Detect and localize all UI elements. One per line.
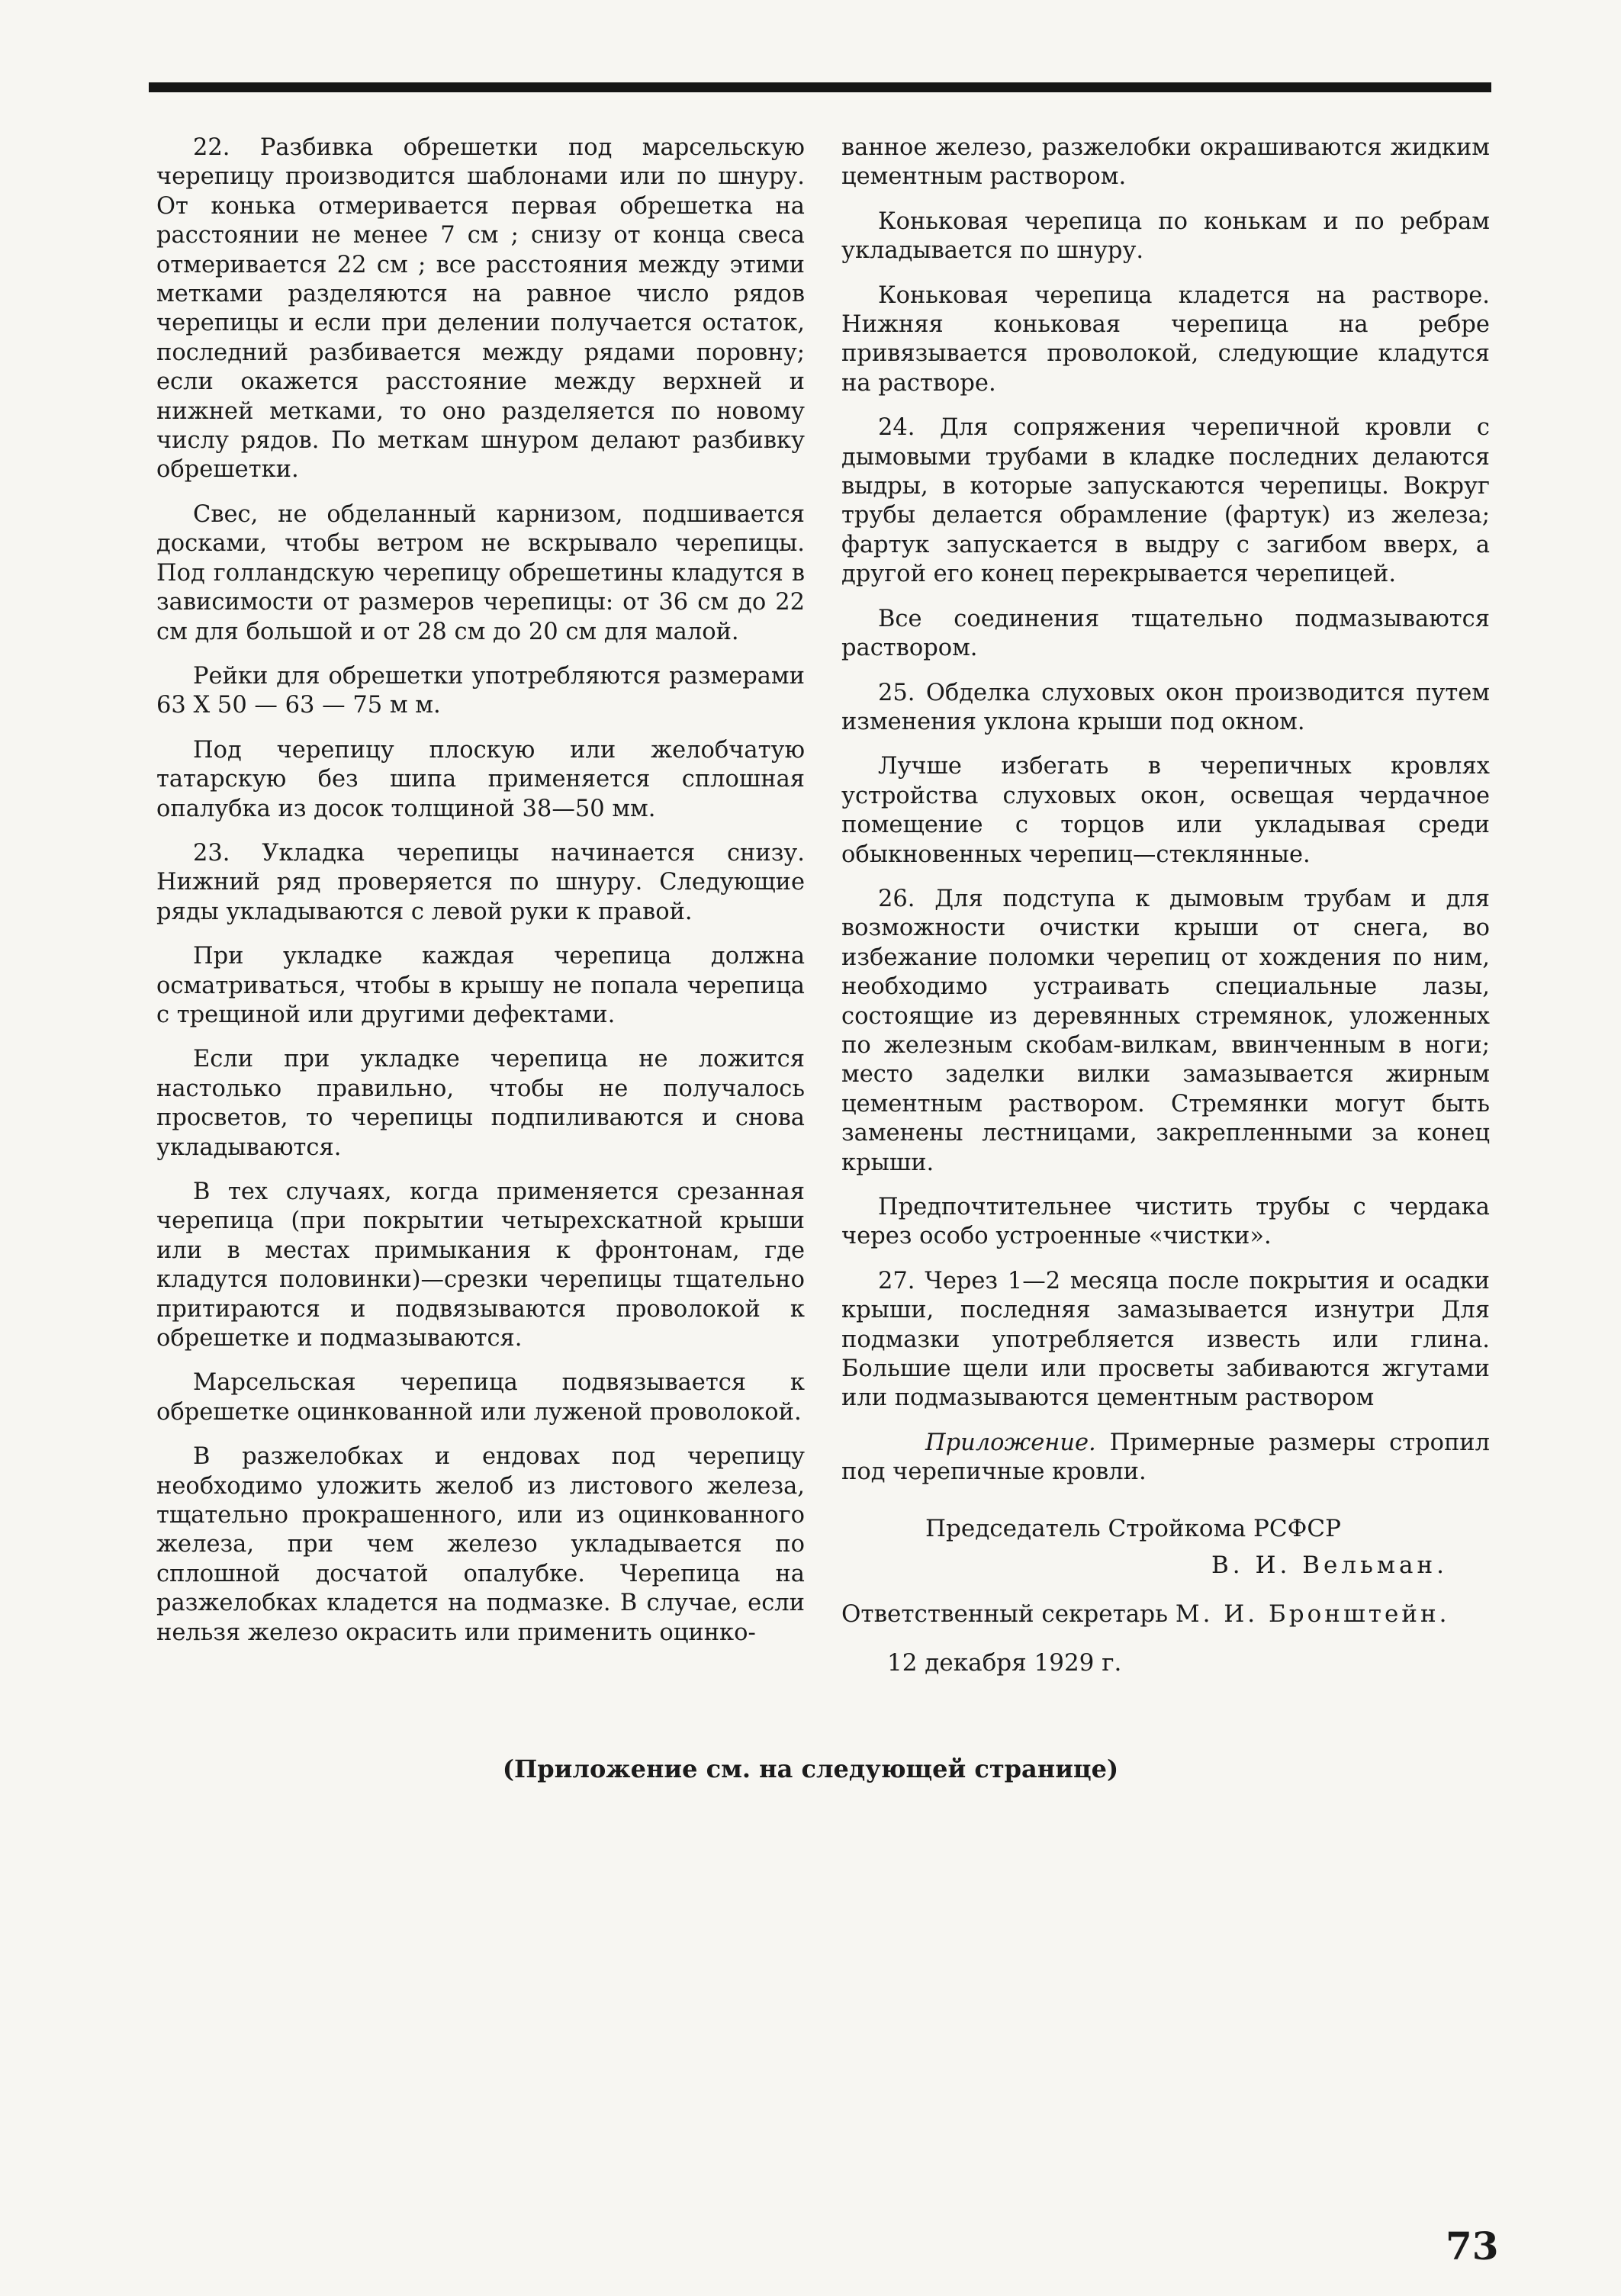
paragraph-laths: Рейки для обрешетки употребляются размерами 63 X 50 — 63 — 75 м м. — [156, 662, 805, 719]
attachment-label: Приложение. — [925, 1429, 1096, 1456]
secretary-title: Ответственный секретарь — [841, 1600, 1168, 1628]
top-rule — [149, 82, 1491, 92]
paragraph-chimney-cleaning: Предпочтительнее чистить трубы с чердака через особо устроенные «чистки». — [841, 1194, 1490, 1250]
paragraph-marseille-tie: Марсельская черепица подвязывается к обрешетке оцинкованной или луженой проволокой. — [156, 1369, 805, 1426]
paragraph-dormers: Лучше избегать в черепичных кровлях устройства слуховых окон, освещая чердачное помещение с торцов или укладывая среди обыкновенных черепиц—стеклянные. — [841, 753, 1490, 868]
continuation-note: (Приложение см. на следующей странице) — [502, 1754, 1119, 1783]
right-column — [841, 133, 1490, 1678]
page-number: 73 — [1446, 2224, 1499, 2269]
paragraph-26: 26. Для подступа к дымовым трубам и для возможности очистки крыши от снега, во избежание поломки черепиц от хождения по ним, необходимо устраивать специальные лазы, состоящие из деревянных стремянок, уложенных по железным скобам-вилкам, ввинченным в ноги; место заделки вилки замазывается жирным цементным раствором. Стремянки могут быть заменены лестницами, закрепленными за конец крыши. — [841, 885, 1490, 1176]
paragraph-valleys-cont: ванное железо, разжелобки окрашиваются жидким цементным раствором. — [841, 134, 1490, 191]
paragraph-27: 27. Через 1—2 месяца после покрытия и осадки крыши, последняя замазывается изнутри Для подмазки употребляется известь или глина. Большие щели или просветы забиваются жгутами или подмазываются цементным раствором — [841, 1267, 1490, 1412]
signature-block — [841, 1513, 1490, 1678]
attachment-text: Примерные размеры стропил под черепичные кровли. — [841, 1429, 1490, 1486]
secretary-line — [841, 1599, 1490, 1629]
paragraph-ridge-mortar: Коньковая черепица кладется на растворе. Нижняя коньковая черепица на ребре привязывается проволокой, следующие кладутся на растворе. — [841, 281, 1490, 397]
paragraph-inspection: При укладке каждая черепица должна осматриваться, чтобы в крышу не попала черепица с трещиной или другими дефектами. — [156, 943, 805, 1028]
chair-name: В. И. Вельман. — [1211, 1551, 1449, 1579]
signature-date: 12 декабря 1929 г. — [887, 1648, 1122, 1677]
paragraph-cut-tiles: В тех случаях, когда применяется срезанная черепица (при покрытии четырехскатной крыши или в местах примыкания к фронтонам, где кладутся половинки)—срезки черепицы тщательно притираются и подвязываются проволокой к обрешетке и подмазываются. — [156, 1179, 805, 1352]
paragraph-22: 22. Разбивка обрешетки под марсельскую черепицу производится шаблонами или по шнуру. От конька отмеривается первая обрешетка на расстоянии не менее 7 см ; снизу от конца свеса отмеривается 22 см ; все расстояния между этими метками разделяются на равное число рядов черепицы и если при делении получается остаток, последний разбивается между рядами поровну; если окажется расстояние между верхней и нижней метками, то оно разделяется по новому числу рядов. По меткам шнуром делают разбивку обрешетки. — [156, 134, 805, 484]
secretary-name: М. И. Бронштейн. — [1175, 1600, 1450, 1628]
paragraph-joints: Все соединения тщательно подмазываются раствором. — [841, 605, 1490, 662]
left-column — [156, 133, 805, 1663]
paragraph-flat-tile: Под черепицу плоскую или желобчатую татарскую без шипа применяется сплошная опалубка из досок толщиной 38—50 мм. — [156, 736, 805, 822]
paragraph-ridge-cord: Коньковая черепица по конькам и по ребрам укладывается по шнуру. — [841, 207, 1490, 265]
paragraph-valleys: В разжелобках и ендовах под черепицу необходимо уложить желоб из листового железа, тщательно прокрашенного, или из оцинкованного железа, при чем железо укладывается по сплошной досчатой опалубке. Черепица на разжелобках кладется на подмазке. В случае, если нельзя железо окрасить или применить оцинко- — [156, 1443, 805, 1646]
chair-title: Председатель Стройкома РСФСР — [925, 1514, 1341, 1542]
paragraph-filing: Если при укладке черепица не ложится настолько правильно, чтобы не получалось просветов, то черепицы подпиливаются и снова укладываются. — [156, 1046, 805, 1161]
paragraph-25: 25. Обделка слуховых окон производится путем изменения уклона крыши под окном. — [841, 679, 1490, 735]
paragraph-23: 23. Укладка черепицы начинается снизу. Нижний ряд проверяется по шнуру. Следующие ряды укладываются с левой руки к правой. — [156, 839, 805, 925]
attachment-note — [841, 1429, 1490, 1487]
paragraph-eaves: Свес, не обделанный карнизом, подшивается досками, чтобы ветром не вскрывало черепицы. Под голландскую черепицу обрешетины кладутся в зависимости от размеров черепицы: от 36 см до 22 см для большой и от 28 см до 20 см для малой. — [156, 500, 805, 645]
paragraph-24: 24. Для сопряжения черепичной кровли с дымовыми трубами в кладке последних делаются выдры, в которые запускаются черепицы. Вокруг трубы делается обрамление (фартук) из железа; фартук запускается в выдру с загибом вверх, а другой его конец перекрывается черепицей. — [841, 414, 1490, 588]
